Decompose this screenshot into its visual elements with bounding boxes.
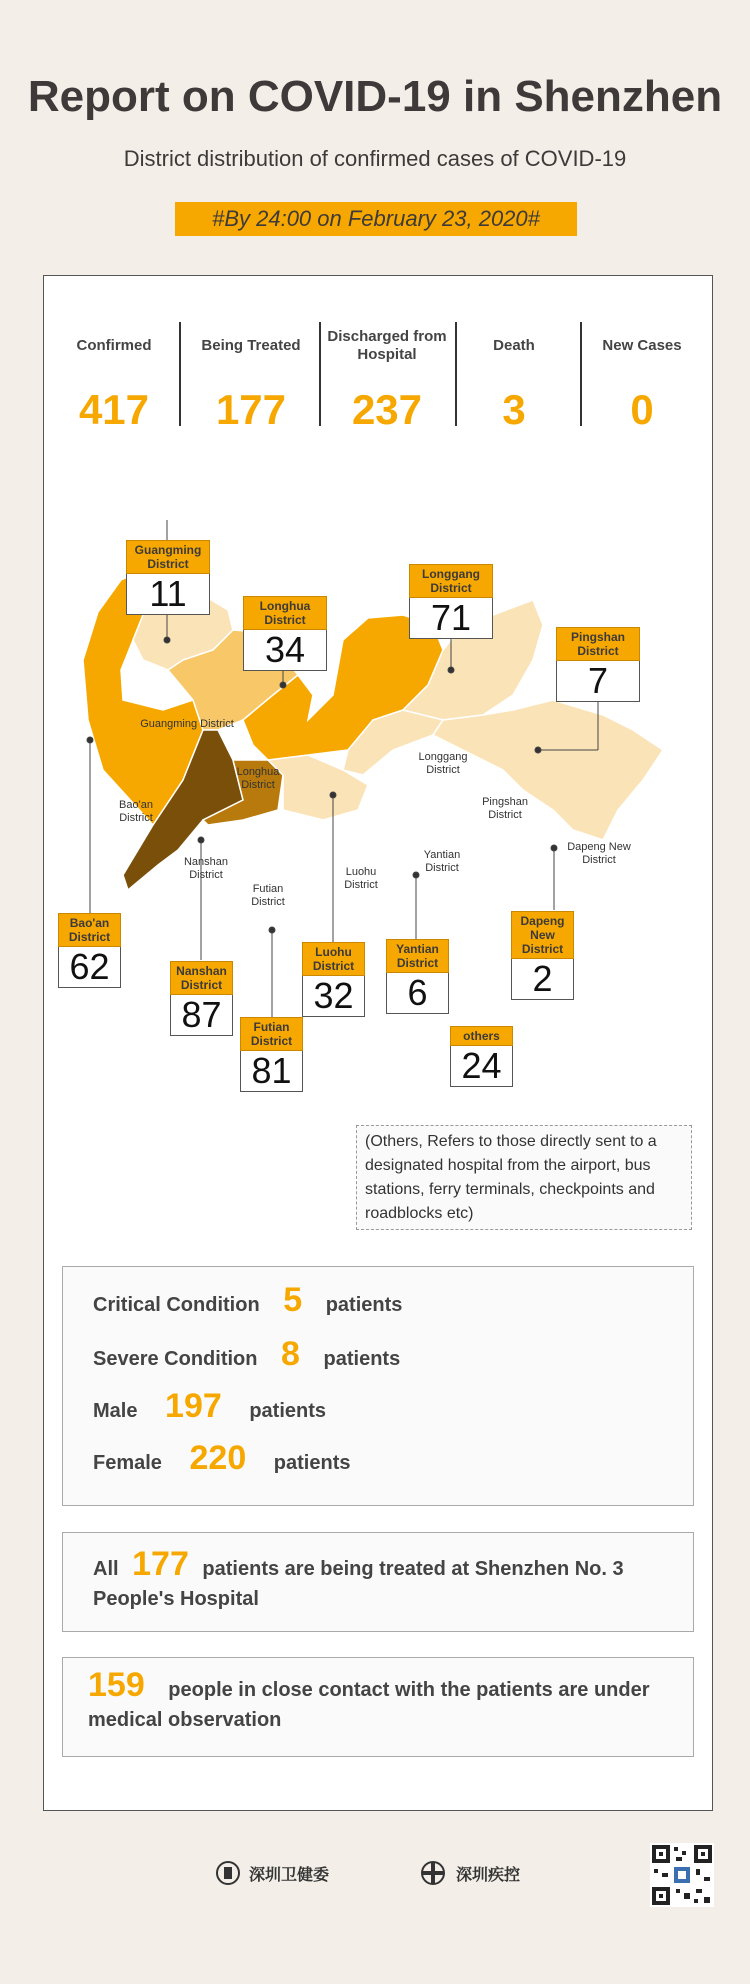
- hospital-panel: [62, 1532, 694, 1632]
- callout-count: 87: [170, 995, 233, 1036]
- stat-label: Discharged from Hospital: [327, 328, 447, 363]
- callout-count: 32: [302, 976, 365, 1017]
- callout-pingshan: [556, 627, 640, 702]
- callout-futian: [240, 1017, 303, 1092]
- female-label: Female: [93, 1452, 162, 1474]
- label-futian-2: District: [251, 896, 285, 908]
- callout-nanshan: [170, 961, 233, 1036]
- hospital-text: [93, 1545, 673, 1614]
- callout-title: Futian District: [240, 1017, 303, 1051]
- label-longgang: Longgang: [418, 751, 468, 763]
- stat-label: Confirmed: [76, 337, 152, 354]
- label-longgang-2: District: [426, 764, 460, 776]
- callout-title: Pingshan District: [556, 627, 640, 661]
- callout-longgang: [409, 564, 493, 639]
- stat-label: Being Treated: [201, 337, 301, 354]
- critical-value: 5: [283, 1281, 303, 1319]
- cdc-logo-icon: [418, 1860, 448, 1886]
- label-baoan: Bao'an: [119, 799, 153, 811]
- health-commission-logo-icon: [215, 1860, 241, 1886]
- callout-count: 7: [556, 661, 640, 702]
- observation-value: 159: [88, 1666, 145, 1704]
- hospital-description: patients are being treated at Shenzhen No. 3 People's Hospital: [93, 1558, 624, 1610]
- callout-title: Bao'an District: [58, 913, 121, 947]
- critical-label: Critical Condition: [93, 1294, 260, 1316]
- label-pingshan: Pingshan: [482, 796, 528, 808]
- callout-baoan: [58, 913, 121, 988]
- female-value: 220: [189, 1439, 247, 1477]
- label-longhua: Longhua: [236, 766, 280, 778]
- severe-label: Severe Condition: [93, 1348, 258, 1370]
- male-value: 197: [165, 1387, 222, 1425]
- stat-value: 177: [215, 386, 287, 433]
- footer-logo-health-commission: [215, 1860, 329, 1886]
- stat-discharged: [323, 322, 451, 434]
- observation-panel: [62, 1657, 694, 1757]
- observation-description: people in close contact with the patients are under medical observation: [88, 1679, 650, 1731]
- female-unit: patients: [273, 1452, 351, 1474]
- divider: [179, 322, 181, 426]
- stat-value: 417: [78, 386, 150, 433]
- hospital-value: 177: [132, 1545, 189, 1583]
- callout-luohu: [302, 942, 365, 1017]
- callout-longhua: [243, 596, 327, 671]
- page-title: Report on COVID-19 in Shenzhen: [27, 72, 723, 121]
- stat-death: [450, 322, 578, 434]
- severe-unit: patients: [323, 1348, 401, 1370]
- callout-title: Yantian District: [386, 939, 449, 973]
- conditions-panel: [62, 1266, 694, 1506]
- callout-yantian: [386, 939, 449, 1014]
- region-dapeng: [433, 700, 663, 840]
- stat-value: 0: [630, 386, 654, 433]
- male-row: [93, 1387, 326, 1426]
- callout-guangming: [126, 540, 210, 615]
- others-note: [356, 1125, 692, 1230]
- callout-count: 62: [58, 947, 121, 988]
- label-guangming: Guangming District: [140, 718, 234, 730]
- callout-title: Longgang District: [409, 564, 493, 598]
- label-luohu-2: District: [344, 879, 378, 891]
- critical-unit: patients: [325, 1294, 403, 1316]
- footer-logo1-text: 深圳卫健委: [249, 1866, 330, 1884]
- severe-row: [93, 1335, 400, 1374]
- critical-row: [93, 1281, 402, 1320]
- label-dapeng: Dapeng New: [567, 841, 631, 853]
- stat-value: 237: [351, 386, 423, 433]
- date-banner: #By 24:00 on February 23, 2020#: [175, 202, 577, 236]
- divider: [319, 322, 321, 426]
- footer-logo2-text: 深圳疾控: [456, 1866, 521, 1884]
- callout-title: Longhua District: [243, 596, 327, 630]
- callout-title: Dapeng New District: [511, 911, 574, 959]
- page-subtitle: District distribution of confirmed cases of COVID-19: [123, 146, 627, 171]
- label-yantian: Yantian: [423, 849, 461, 861]
- qr-code-icon: [650, 1843, 714, 1907]
- callout-title: Luohu District: [302, 942, 365, 976]
- callout-title: Guangming District: [126, 540, 210, 574]
- label-longhua-2: District: [241, 779, 275, 791]
- stat-value: 3: [502, 386, 526, 433]
- label-nanshan-2: District: [189, 869, 223, 881]
- severe-value: 8: [281, 1335, 300, 1373]
- label-pingshan-2: District: [488, 809, 522, 821]
- stat-label: Death: [493, 337, 535, 354]
- female-row: [93, 1439, 350, 1478]
- callout-dapeng: [511, 911, 574, 1000]
- observation-text: [88, 1666, 673, 1735]
- stat-being-treated: [187, 322, 315, 434]
- callout-title: Nanshan District: [170, 961, 233, 995]
- others-note-text: (Others, Refers to those directly sent to a designated hospital from the airport, bus stations, ferry terminals, checkpoints and roadblocks etc): [365, 1133, 657, 1222]
- callout-count: 2: [511, 959, 574, 1000]
- label-dapeng-2: District: [582, 854, 616, 866]
- label-luohu: Luohu: [345, 866, 377, 878]
- callout-count: 11: [126, 574, 210, 615]
- label-futian: Futian: [252, 883, 284, 895]
- callout-count: 24: [450, 1046, 513, 1087]
- callout-others: [450, 1026, 513, 1087]
- label-yantian-2: District: [425, 862, 459, 874]
- label-baoan-2: District: [119, 812, 153, 824]
- male-unit: patients: [249, 1400, 327, 1422]
- stat-confirmed: [50, 322, 178, 434]
- stat-label: New Cases: [602, 337, 682, 354]
- hospital-prefix: All: [93, 1558, 119, 1580]
- male-label: Male: [93, 1400, 138, 1422]
- callout-count: 81: [240, 1051, 303, 1092]
- stat-new-cases: [578, 322, 706, 434]
- callout-title: others: [450, 1026, 513, 1046]
- footer-logo-cdc: [418, 1860, 520, 1886]
- label-nanshan: Nanshan: [183, 856, 229, 868]
- callout-count: 34: [243, 630, 327, 671]
- callout-count: 71: [409, 598, 493, 639]
- callout-count: 6: [386, 973, 449, 1014]
